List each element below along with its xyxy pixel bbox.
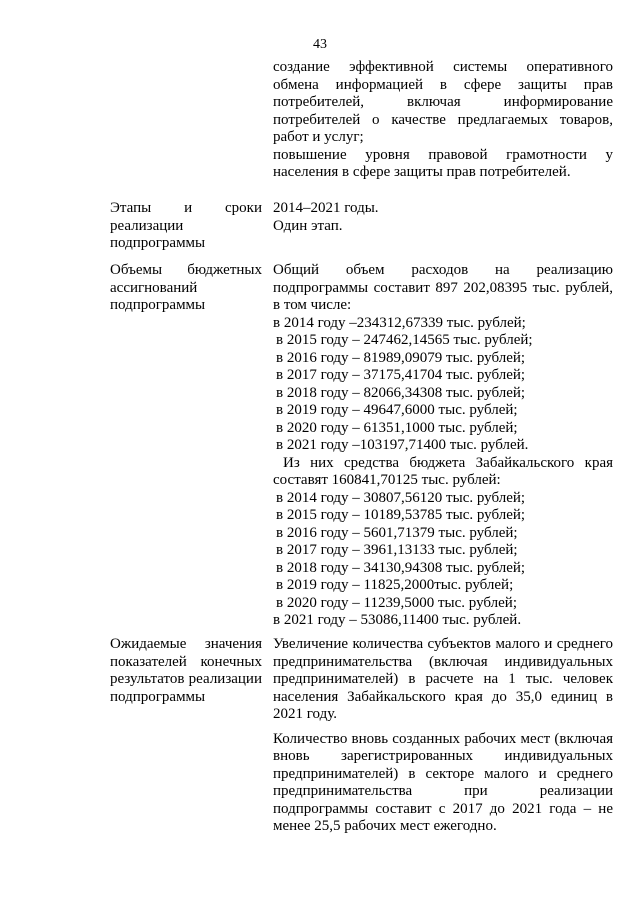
budget-year-line: в 2018 году – 82066,34308 тыс. рублей; <box>276 384 526 401</box>
budget-intro: Общий объем расходов на реализацию подпрограммы составит 897 202,08395 тыс. рублей, в том числе: <box>273 262 613 313</box>
results-value <box>273 636 613 836</box>
regional-budget-intro: Из них средства бюджета Забайкальского края составят 160841,70125 тыс. рублей: <box>273 454 613 488</box>
task-item: создание эффективной системы оперативного обмена информацией в сфере защиты прав потребителей, включая информирование потребителей о качестве предлагаемых товаров, работ и услуг; <box>273 59 613 145</box>
stages-value <box>273 200 613 235</box>
budget-year-line: в 2014 году –234312,67339 тыс. рублей; <box>273 314 526 331</box>
budget-value <box>273 262 613 630</box>
tasks-text <box>273 59 613 182</box>
regional-year-line: в 2015 году – 10189,53785 тыс. рублей; <box>276 507 526 523</box>
budget-year-line: в 2016 году – 81989,09079 тыс. рублей; <box>276 349 526 366</box>
regional-year-line: в 2016 году – 5601,71379 тыс. рублей; <box>276 524 518 541</box>
budget-years-total <box>273 315 613 455</box>
budget-year-line: в 2020 году – 61351,1000 тыс. рублей; <box>276 419 518 436</box>
budget-year-line: в 2019 году – 49647,6000 тыс. рублей; <box>276 402 518 418</box>
stages-count: Один этап. <box>273 217 343 234</box>
budget-year-line: в 2017 году – 37175,41704 тыс. рублей; <box>276 367 526 383</box>
stages-period: 2014–2021 годы. <box>273 200 379 216</box>
regional-year-line: в 2019 году – 11825,2000тыс. рублей; <box>276 577 514 593</box>
budget-year-line: в 2015 году – 247462,14565 тыс. рублей; <box>276 332 533 348</box>
results-paragraph: Количество вновь созданных рабочих мест (включая вновь зарегистрированных индивидуальных предпринимателей) в секторе малого и среднего предпринимательства при реализации подпрограммы составит с 2017 до 2021 года – не менее 25,5 рабочих мест ежегодно. <box>273 730 613 834</box>
regional-year-line: в 2020 году – 11239,5000 тыс. рублей; <box>276 594 517 611</box>
results-paragraph: Увеличение количества субъектов малого и среднего предпринимательства (включая индивидуальных предпринимателей) в расчете на 1 тыс. человек населения Забайкальского края до 35,0 единиц в 2021 году. <box>273 636 613 722</box>
page-number: 43 <box>313 37 327 52</box>
regional-year-line: в 2021 году – 53086,11400 тыс. рублей. <box>273 612 522 628</box>
regional-year-line: в 2018 году – 34130,94308 тыс. рублей; <box>276 559 526 576</box>
regional-year-line: в 2014 году – 30807,56120 тыс. рублей; <box>276 489 526 506</box>
task-item: повышение уровня правовой грамотности у населения в сфере защиты прав потребителей. <box>273 146 613 180</box>
regional-year-line: в 2017 году – 3961,13133 тыс. рублей; <box>276 542 518 558</box>
budget-years-regional <box>273 490 613 630</box>
results-label: Ожидаемые значения показателей конечных результатов реализации подпрограммы <box>110 636 262 705</box>
budget-year-line: в 2021 году –103197,71400 тыс. рублей. <box>276 437 529 453</box>
stages-label: Этапы и сроки реализации подпрограммы <box>110 200 262 251</box>
budget-label: Объемы бюджетных ассигнований подпрограммы <box>110 262 262 313</box>
